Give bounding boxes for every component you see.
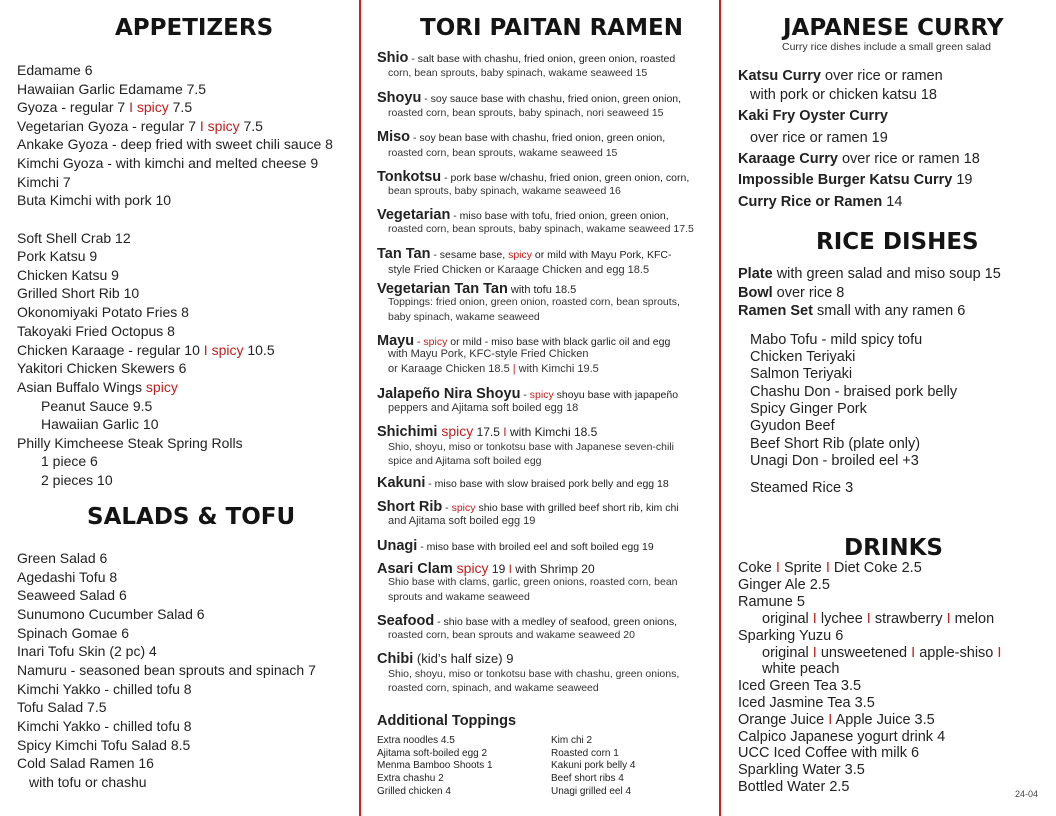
appetizer-item — [17, 342, 275, 359]
rice-dish-item: Chicken Teriyaki — [750, 349, 856, 365]
topping-item: Extra chashu 2 — [377, 773, 444, 784]
topping-item: Ajitama soft-boiled egg 2 — [377, 748, 488, 759]
item-text: Vegetarian Gyoza - regular 7 — [17, 118, 200, 134]
spicy-tag: spicy — [423, 336, 448, 348]
curry-subtitle: Curry rice dishes include a small green salad — [782, 41, 991, 53]
salad-item: Agedashi Tofu 8 — [17, 569, 118, 585]
drink-ginger-ale: Ginger Ale 2.5 — [738, 577, 830, 593]
appetizer-item — [17, 435, 243, 452]
item-text: Hawaiian Garlic Edamame 7.5 — [17, 81, 207, 97]
drink-jasmine-tea: Iced Jasmine Tea 3.5 — [738, 695, 875, 711]
appetizer-item — [41, 398, 152, 415]
item-name: Mayu — [377, 333, 415, 349]
topping-item: Roasted corn 1 — [551, 748, 619, 759]
item-price: 7.5 — [239, 118, 263, 134]
item-name: Miso — [377, 129, 411, 145]
appetizer-item — [41, 416, 159, 433]
spicy-tag: spicy — [508, 249, 532, 261]
appetizer-item — [17, 304, 189, 321]
drink-ucc-coffee: UCC Iced Coffee with milk 6 — [738, 745, 920, 761]
item-text: Okonomiyaki Potato Fries 8 — [17, 304, 189, 320]
salad-item: Namuru - seasoned bean sprouts and spinach 7 — [17, 662, 316, 678]
appetizer-item — [17, 192, 171, 209]
topping-item: Extra noodles 4.5 — [377, 735, 455, 746]
rice-heading: RICE DISHES — [816, 229, 979, 255]
appetizer-item — [17, 62, 92, 79]
item-price: 7.5 — [168, 99, 193, 115]
spicy-tag: spicy — [211, 342, 244, 358]
drink-ramune-flavors: original I lychee I strawberry I melon — [762, 611, 995, 627]
appetizer-item — [17, 99, 192, 116]
separator: I — [199, 118, 204, 134]
appetizer-item — [17, 360, 186, 377]
appetizer-item — [41, 453, 98, 470]
spicy-tag: spicy — [529, 389, 554, 401]
item-text: Pork Katsu 9 — [17, 248, 98, 264]
salad-item: with tofu or chashu — [29, 774, 147, 790]
rice-dish-item: Mabo Tofu - mild spicy tofu — [750, 332, 923, 348]
item-name: Vegetarian — [377, 207, 451, 223]
appetizer-item — [17, 118, 263, 135]
appetizer-item — [17, 155, 318, 172]
drink-soda: Coke I Sprite I Diet Coke 2.5 — [738, 560, 922, 576]
drink-green-tea: Iced Green Tea 3.5 — [738, 678, 862, 694]
appetizer-item — [17, 248, 97, 265]
ramen-heading: TORI PAITAN RAMEN — [420, 15, 683, 41]
item-name: Tan Tan — [377, 246, 431, 262]
item-name: Vegetarian Tan Tan — [377, 281, 508, 297]
drink-yuzu-flavors: original I unsweetened I apple-shiso I — [762, 645, 1002, 661]
item-text: Asian Buffalo Wings — [17, 379, 146, 395]
salad-item: Spicy Kimchi Tofu Salad 8.5 — [17, 737, 191, 753]
item-text: Buta Kimchi with pork 10 — [17, 192, 172, 208]
item-name: Seafood — [377, 613, 435, 629]
spicy-tag: spicy — [451, 502, 476, 514]
topping-item: Grilled chicken 4 — [377, 786, 451, 797]
salad-item: Kimchi Yakko - chilled tofu 8 — [17, 718, 192, 734]
item-text: Yakitori Chicken Skewers 6 — [17, 360, 187, 376]
appetizer-item — [17, 136, 333, 153]
item-text: Kimchi 7 — [17, 174, 71, 190]
spicy-tag: spicy — [207, 118, 240, 134]
topping-item: Kakuni pork belly 4 — [551, 760, 636, 771]
rice-dish-item: Beef Short Rib (plate only) — [750, 436, 921, 452]
drink-bottled-water: Bottled Water 2.5 — [738, 779, 850, 795]
item-text: Chicken Katsu 9 — [17, 267, 119, 283]
item-name: Tonkotsu — [377, 169, 442, 185]
curry-item-kaki-fry: Kaki Fry Oyster Curry — [738, 108, 888, 124]
item-text: Gyoza - regular 7 — [17, 99, 130, 115]
rice-option-bowl: Bowl over rice 8 — [738, 285, 845, 301]
column-divider-left — [359, 0, 361, 816]
item-text: Takoyaki Fried Octopus 8 — [17, 323, 175, 339]
salad-item: Inari Tofu Skin (2 pc) 4 — [17, 643, 157, 659]
item-text: Peanut Sauce 9.5 — [41, 398, 153, 414]
rice-dish-item: Salmon Teriyaki — [750, 366, 853, 382]
drink-yuzu: Sparking Yuzu 6 — [738, 628, 844, 644]
appetizer-item — [17, 379, 178, 396]
drink-sparkling-water: Sparkling Water 3.5 — [738, 762, 865, 778]
item-name: Asari Clam — [377, 561, 453, 577]
salads-heading: SALADS & TOFU — [87, 504, 296, 530]
item-name: Shoyu — [377, 90, 422, 106]
toppings-heading: Additional Toppings — [377, 713, 517, 729]
appetizer-item — [17, 267, 119, 284]
footer-code: 24-04 — [1015, 789, 1039, 799]
spicy-tag: spicy — [145, 379, 178, 395]
drink-juice: Orange Juice I Apple Juice 3.5 — [738, 712, 935, 728]
item-name: Kakuni — [377, 475, 426, 491]
curry-item-karaage: Karaage Curry over rice or ramen 18 — [738, 151, 980, 167]
appetizer-item — [17, 285, 139, 302]
appetizer-item — [17, 230, 131, 247]
appetizers-heading: APPETIZERS — [115, 15, 274, 41]
item-name: Shichimi — [377, 424, 438, 440]
item-name: Short Rib — [377, 499, 443, 515]
column-divider-right — [719, 0, 721, 816]
curry-item-impossible: Impossible Burger Katsu Curry 19 — [738, 172, 973, 188]
rice-dish-item: Unagi Don - broiled eel +3 — [750, 453, 919, 469]
item-name: Shio — [377, 50, 409, 66]
curry-item-curry-rice: Curry Rice or Ramen 14 — [738, 194, 903, 210]
item-name: Unagi — [377, 538, 418, 554]
item-name: Chibi — [377, 651, 414, 667]
salad-item: Sunumono Cucumber Salad 6 — [17, 606, 205, 622]
appetizer-item — [17, 81, 206, 98]
appetizer-item — [17, 174, 71, 191]
item-text: Hawaiian Garlic 10 — [41, 416, 159, 432]
salad-item: Tofu Salad 7.5 — [17, 699, 107, 715]
curry-item-katsu: Katsu Curry over rice or ramen — [738, 68, 943, 84]
item-text: Grilled Short Rib 10 — [17, 285, 140, 301]
item-text: Ankake Gyoza - deep fried with sweet chili sauce 8 — [17, 136, 333, 152]
spicy-tag: spicy — [456, 560, 489, 576]
salad-item: Kimchi Yakko - chilled tofu 8 — [17, 681, 192, 697]
rice-dish-item: Gyudon Beef — [750, 418, 835, 434]
item-text: 2 pieces 10 — [41, 472, 113, 488]
salad-item: Green Salad 6 — [17, 550, 108, 566]
rice-dish-item: Chashu Don - braised pork belly — [750, 384, 958, 400]
topping-item: Kim chi 2 — [551, 735, 593, 746]
item-name: Jalapeño Nira Shoyu — [377, 386, 521, 402]
rice-dish-item: Spicy Ginger Pork — [750, 401, 867, 417]
item-text: 1 piece 6 — [41, 453, 98, 469]
drink-calpico: Calpico Japanese yogurt drink 4 — [738, 729, 946, 745]
salad-item: Cold Salad Ramen 16 — [17, 755, 154, 771]
curry-heading: JAPANESE CURRY — [783, 15, 1004, 41]
steamed-rice: Steamed Rice 3 — [750, 480, 854, 496]
separator: I — [203, 342, 208, 358]
item-text: Philly Kimcheese Steak Spring Rolls — [17, 435, 243, 451]
rice-option-ramen-set: Ramen Set small with any ramen 6 — [738, 303, 966, 319]
appetizer-item — [41, 472, 113, 489]
item-text: Edamame 6 — [17, 62, 93, 78]
drink-ramune: Ramune 5 — [738, 594, 805, 610]
rice-option-plate: Plate with green salad and miso soup 15 — [738, 266, 1001, 282]
appetizer-item — [17, 323, 175, 340]
spicy-tag: spicy — [136, 99, 169, 115]
topping-item: Unagi grilled eel 4 — [551, 786, 632, 797]
salad-item: Seaweed Salad 6 — [17, 587, 127, 603]
item-text: Chicken Karaage - regular 10 — [17, 342, 204, 358]
topping-item: Beef short ribs 4 — [551, 773, 624, 784]
spicy-tag: spicy — [441, 423, 474, 439]
item-text: Kimchi Gyoza - with kimchi and melted cheese 9 — [17, 155, 319, 171]
salad-item: Spinach Gomae 6 — [17, 625, 130, 641]
item-text: Soft Shell Crab 12 — [17, 230, 131, 246]
topping-item: Menma Bamboo Shoots 1 — [377, 760, 493, 771]
drinks-heading: DRINKS — [844, 535, 943, 561]
item-price: 10.5 — [243, 342, 275, 358]
separator: I — [129, 99, 133, 115]
